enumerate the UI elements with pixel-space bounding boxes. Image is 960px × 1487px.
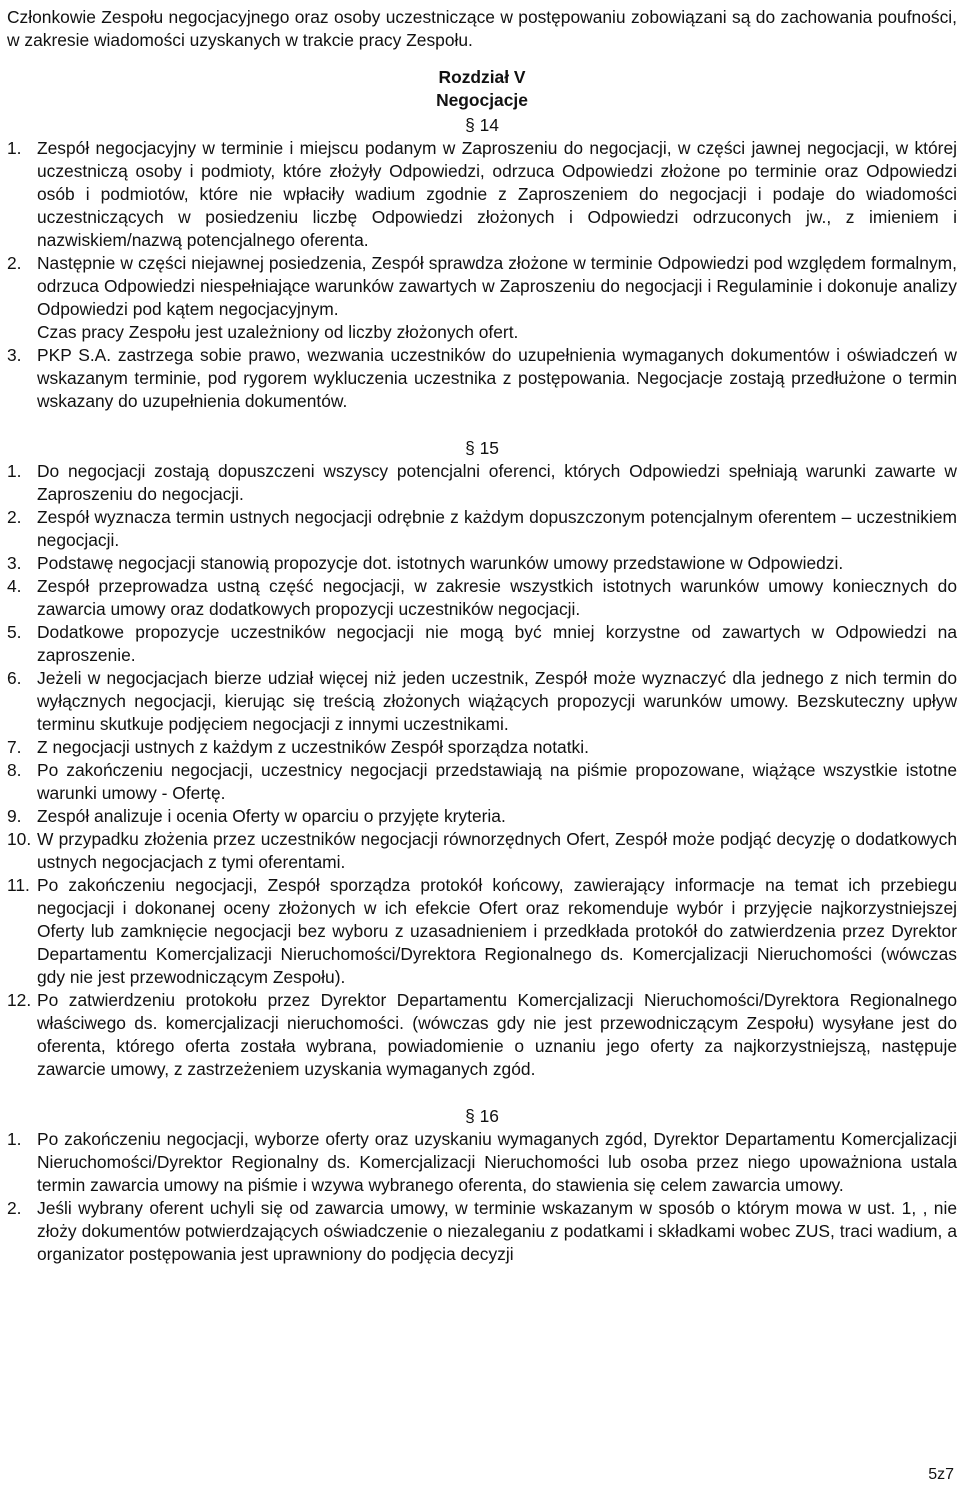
list-item [7,874,957,989]
item-number: 9. [7,806,22,826]
item-number: 12. [7,990,32,1010]
section-16-list [7,1128,957,1266]
list-item [7,667,957,736]
list-item [7,575,957,621]
item-number: 3. [7,345,22,365]
item-number: 3. [7,553,22,573]
item-text: PKP S.A. zastrzega sobie prawo, wezwania uczestników do uzupełnienia wymaganych dokumentów i oświadczeń w wskazanym terminie, pod rygorem wykluczenia uczestnika z postępowania. Negocjacje zostają przedłużone o termin wskazany do uzupełnienia dokumentów. [37,345,957,411]
item-text: Do negocjacji zostają dopuszczeni wszyscy potencjalni oferenci, których Odpowiedzi spełniają warunki zawarte w Zaproszeniu do negocjacji. [37,461,957,504]
item-text: Jeżeli w negocjacjach bierze udział więcej niż jeden uczestnik, Zespół może wyznaczyć dla jednego z nich termin do wyłącznych negocjacji, kierując się treścią złożonych wiążących propozycji warunków umowy. Bezskuteczny upływ terminu skutkuje podjęciem negocjacji z innymi uczestnikami. [37,668,957,734]
list-item [7,552,957,575]
section-mark-14: § 14 [465,115,499,135]
item-text: Po zakończeniu negocjacji, wyborze oferty oraz uzyskaniu wymaganych zgód, Dyrektor Departamentu Komercjalizacji Nieruchomości/Dyrektor Regionalny ds. Komercjalizacji Nieruchomości lub osoba przez niego upoważniona ustala termin zawarcia umowy na piśmie i wzywa wybranego oferenta, do stawienia się celem zawarcia umowy. [37,1129,957,1195]
item-number: 1. [7,1129,22,1149]
list-item [7,1128,957,1197]
list-item [7,621,957,667]
item-number: 1. [7,461,22,481]
item-number: 2. [7,1198,22,1218]
item-text: Jeśli wybrany oferent uchyli się od zawarcia umowy, w terminie wskazanym w sposób o którym mowa w ust. 1, , nie złoży dokumentów potwierdzających oświadczenie o niezaleganiu z podatkami i składkami wobec ZUS, traci wadium, a organizator postępowania jest uprawniony do podjęcia decyzji [37,1198,957,1264]
list-item [7,137,957,252]
item-text: Następnie w części niejawnej posiedzenia, Zespół sprawdza złożone w terminie Odpowiedzi pod względem formalnym, odrzuca Odpowiedzi niespełniające warunków zawartych w Zaproszeniu do negocjacji i Regulaminie i dokonuje analizy Odpowiedzi pod kątem negocjacyjnym. [37,253,957,319]
item-number: 7. [7,737,22,757]
item-text: Zespół przeprowadza ustną część negocjacji, w zakresie wszystkich istotnych warunków umowy koniecznych do zawarcia umowy oraz dodatkowych propozycji uczestników negocjacji. [37,576,957,619]
section-15-list [7,460,957,1081]
item-text: Po zatwierdzeniu protokołu przez Dyrektor Departamentu Komercjalizacji Nieruchomości/Dyrektora Regionalnego właściwego ds. komercjalizacji nieruchomości. (wówczas gdy nie jest przewodniczącym Zespołu) wysyłane jest do oferenta, którego oferta została wybrana, powiadomienie o uznaniu jego oferty za najkorzystniejszą, następuje zawarcie umowy, z zastrzeżeniem uzyskania wymaganych zgód. [37,990,957,1079]
page-number: 5z7 [928,1466,954,1483]
item-text: Dodatkowe propozycje uczestników negocjacji nie mogą być mniej korzystne od zawartych w Odpowiedzi na zaproszenie. [37,622,957,665]
item-text: Po zakończeniu negocjacji, uczestnicy negocjacji przedstawiają na piśmie propozowane, wiążące wszystkie istotne warunki umowy - Ofertę. [37,760,957,803]
item-extra-text: Czas pracy Zespołu jest uzależniony od liczby złożonych ofert. [37,322,519,342]
item-body [37,252,957,344]
list-item [7,759,957,805]
list-item [7,252,957,344]
item-text: Zespół wyznacza termin ustnych negocjacji odrębnie z każdym dopuszczonym potencjalnym oferentem – uczestnikiem negocjacji. [37,507,957,550]
intro-paragraph: Członkowie Zespołu negocjacyjnego oraz osoby uczestniczące w postępowaniu zobowiązani są do zachowania poufności, w zakresie wiadomości uzyskanych w trakcie pracy Zespołu. [7,7,957,50]
chapter-block [7,66,957,1266]
item-number: 2. [7,507,22,527]
section-mark-15: § 15 [465,438,499,458]
item-number: 2. [7,253,22,273]
item-text: Zespół analizuje i ocenia Oferty w oparciu o przyjęte kryteria. [37,806,506,826]
item-text: Zespół negocjacyjny w terminie i miejscu podanym w Zaproszeniu do negocjacji, w części jawnej negocjacji, w której uczestniczą osoby i podmioty, które złożyły Odpowiedzi, odrzuca Odpowiedzi złożone po terminie oraz Odpowiedzi osób i podmiotów, które nie wpłaciły wadium zgodnie z Zaproszeniem do negocjacji i podaje do wiadomości uczestniczących w posiedzeniu liczbę Odpowiedzi złożonych i Odpowiedzi odrzuconych jw., z imieniem i nazwiskiem/nazwą potencjalnego oferenta. [37,138,957,250]
item-number: 1. [7,138,22,158]
chapter-subtitle: Negocjacje [436,90,528,110]
list-item [7,1197,957,1266]
list-item [7,506,957,552]
item-text: W przypadku złożenia przez uczestników negocjacji równorzędnych Ofert, Zespół może podjąć decyzję o dodatkowych ustnych negocjacjach z tymi oferentami. [37,829,957,872]
section-mark-16: § 16 [465,1106,499,1126]
list-item [7,989,957,1081]
list-item [7,736,957,759]
item-text: Z negocjacji ustnych z każdym z uczestników Zespół sporządza notatki. [37,737,589,757]
item-number: 6. [7,668,22,688]
item-number: 4. [7,576,22,596]
item-text: Po zakończeniu negocjacji, Zespół sporządza protokół końcowy, zawierający informacje na temat ich przebiegu negocjacji i dokonanej oceny złożonych w ich efekcie Ofert oraz rekomenduje wybór i przyjęcie najkorzystniejszej Oferty lub zamknięcie negocjacji bez wyboru z uzasadnieniem i przedkłada protokół do zatwierdzenia przez Dyrektor Departamentu Komercjalizacji Nieruchomości/Dyrektora Regionalnego ds. Komercjalizacji Nieruchomości (wówczas gdy nie jest przewodniczącym Zespołu). [37,875,957,987]
item-number: 11. [7,875,30,895]
chapter-title: Rozdział V [438,67,526,87]
list-item [7,344,957,413]
item-number: 10. [7,829,32,849]
list-item [7,805,957,828]
item-text: Podstawę negocjacji stanowią propozycje dot. istotnych warunków umowy przedstawione w Odpowiedzi. [37,553,844,573]
item-number: 8. [7,760,22,780]
list-item [7,828,957,874]
list-item [7,460,957,506]
item-number: 5. [7,622,22,642]
section-14-list [7,137,957,413]
